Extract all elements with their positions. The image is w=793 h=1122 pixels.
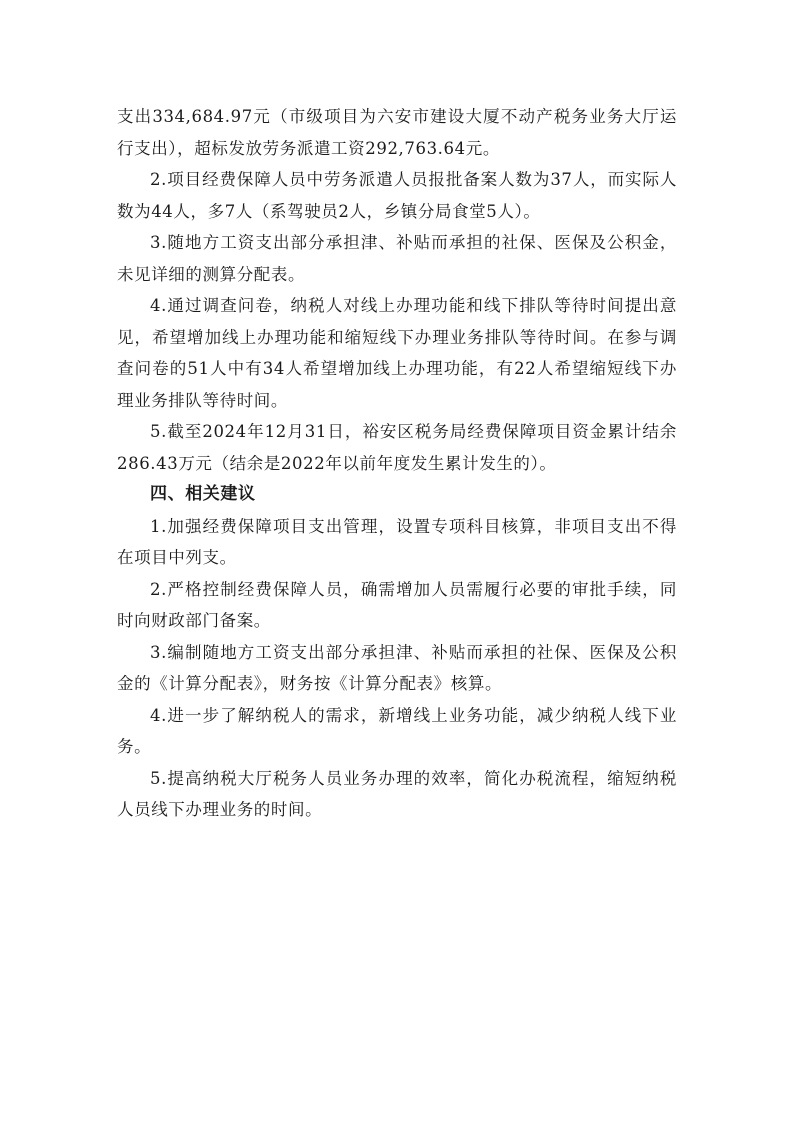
paragraph-expenditure-continued: 支出334,684.97元（市级项目为六安市建设大厦不动产税务业务大厅运行支出），超标发放劳务派遣工资292,763.64元。 [117,107,677,158]
paragraph-suggestion-1: 1.加强经费保障项目支出管理，设置专项科目核算，非项目支出不得在项目中列支。 [117,516,677,567]
paragraph-suggestion-4: 4.进一步了解纳税人的需求，新增线上业务功能，减少纳税人线下业务。 [117,705,677,756]
paragraph-problem-4: 4.通过调查问卷，纳税人对线上办理功能和线下排队等待时间提出意见，希望增加线上办理功能和缩短线下办理业务排队等待时间。在参与调查问卷的51人中有34人希望增加线上办理功能，有22人希望缩短线下办理业务排队等待时间。 [117,296,677,410]
paragraph-suggestion-2: 2.严格控制经费保障人员，确需增加人员需履行必要的审批手续，同时向财政部门备案。 [117,579,677,630]
paragraph-suggestion-5: 5.提高纳税大厅税务人员业务办理的效率，简化办税流程，缩短纳税人员线下办理业务的时间。 [117,768,677,819]
paragraph-problem-5: 5.截至2024年12月31日，裕安区税务局经费保障项目资金累计结余286.43万元（结余是2022年以前年度发生累计发生的）。 [117,422,677,473]
paragraph-problem-2: 2.项目经费保障人员中劳务派遣人员报批备案人数为37人，而实际人数为44人，多7人（系驾驶员2人，乡镇分局食堂5人）。 [117,170,677,221]
section-heading-suggestions: 四、相关建议 [150,484,256,504]
paragraph-problem-3: 3.随地方工资支出部分承担津、补贴而承担的社保、医保及公积金，未见详细的测算分配表。 [117,233,677,284]
paragraph-suggestion-3: 3.编制随地方工资支出部分承担津、补贴而承担的社保、医保及公积金的《计算分配表》，财务按《计算分配表》核算。 [117,642,677,693]
document-body [117,101,677,826]
